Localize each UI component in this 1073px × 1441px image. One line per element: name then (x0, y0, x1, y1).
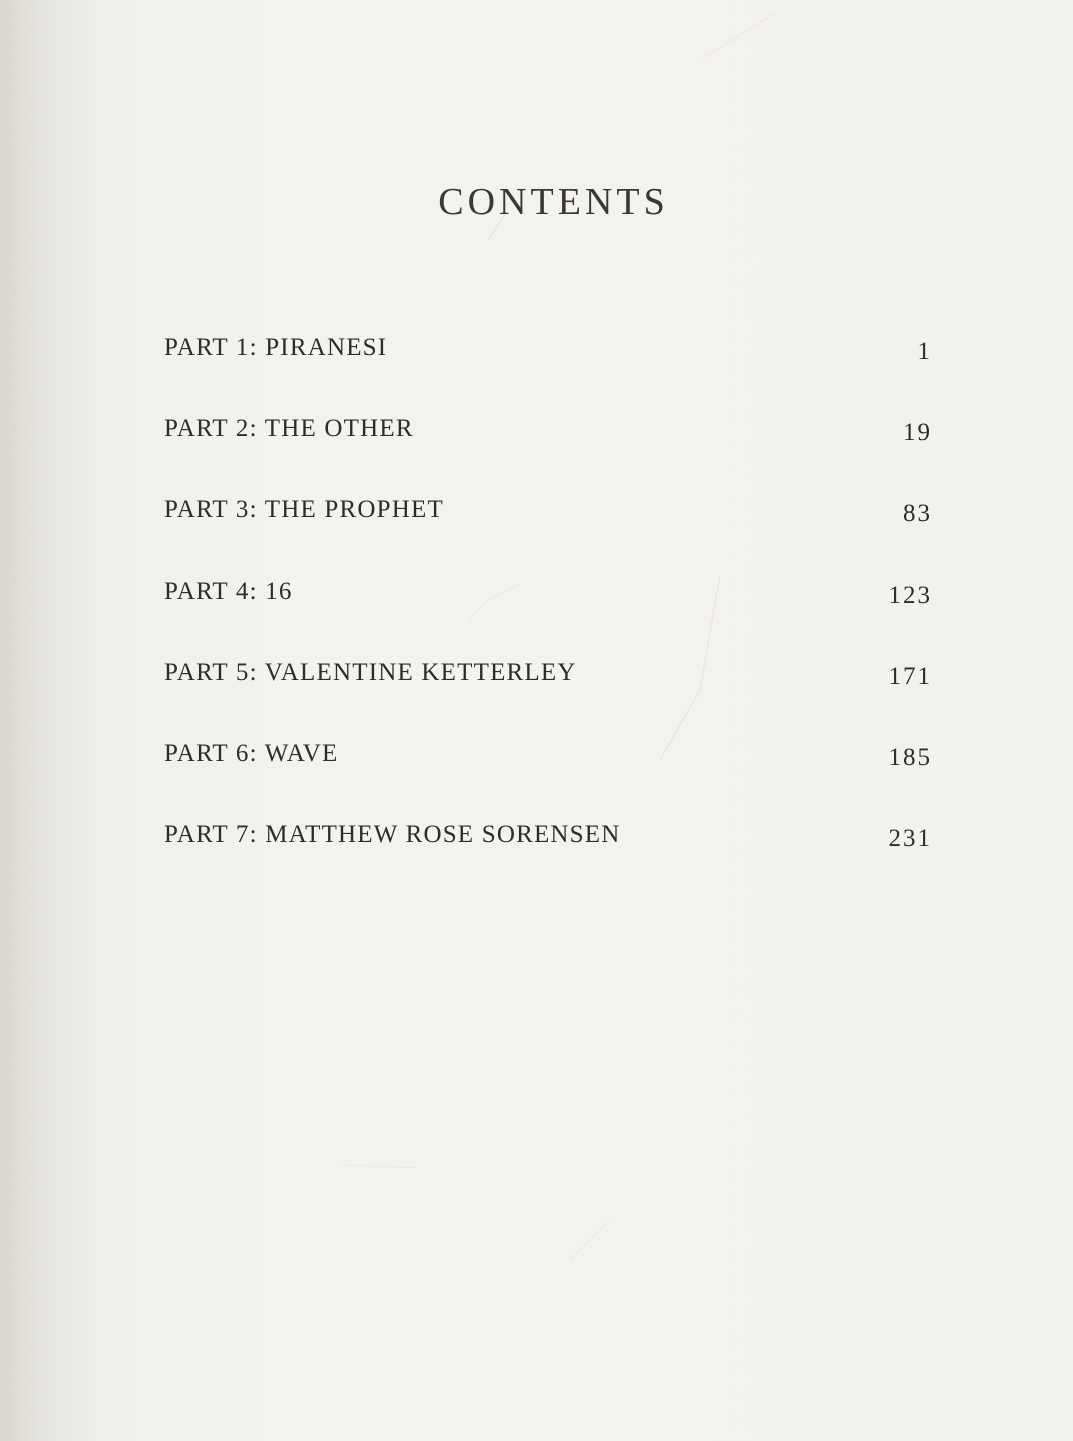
toc-entry-page: 185 (888, 743, 932, 771)
toc-entry-title: PART 5: VALENTINE KETTERLEY (164, 658, 577, 686)
toc-entry-title: PART 7: MATTHEW ROSE SORENSEN (164, 821, 621, 849)
toc-entry-page: 231 (888, 825, 932, 853)
toc-entry (164, 330, 932, 411)
toc-entry-title: PART 6: WAVE (164, 739, 339, 767)
toc-entry-title: PART 1: PIRANESI (164, 334, 388, 361)
table-of-contents (164, 330, 932, 898)
toc-entry (164, 492, 932, 573)
toc-entry-page: 171 (888, 662, 932, 690)
toc-entry-page: 123 (888, 581, 932, 609)
toc-entry (164, 411, 932, 492)
toc-entry (164, 817, 932, 898)
toc-entry (164, 736, 932, 817)
toc-entry-page: 1 (917, 338, 932, 365)
toc-entry (164, 655, 932, 736)
toc-entry (164, 574, 932, 655)
toc-entry-title: PART 4: 16 (164, 577, 293, 605)
toc-entry-page: 19 (903, 419, 932, 447)
toc-entry-page: 83 (903, 500, 932, 528)
toc-entry-title: PART 3: THE PROPHET (164, 496, 444, 524)
contents-heading: CONTENTS (438, 181, 669, 223)
toc-entry-title: PART 2: THE OTHER (164, 415, 414, 443)
